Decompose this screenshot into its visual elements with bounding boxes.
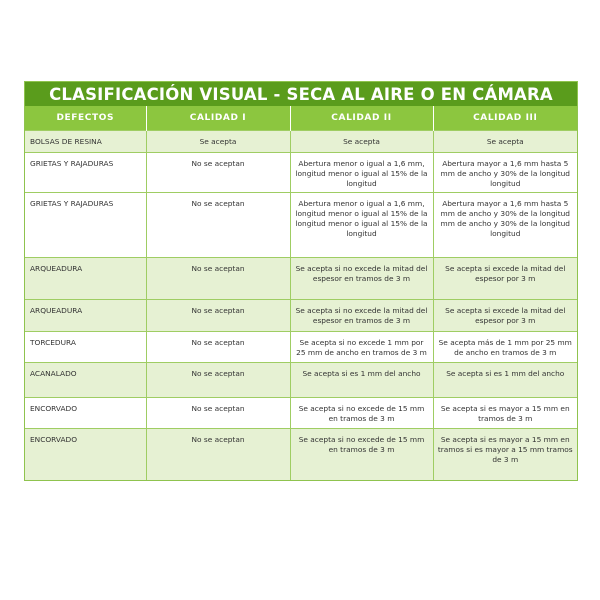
defect-cell: ARQUEADURA (25, 257, 146, 299)
calidad-i-cell: No se aceptan (146, 362, 290, 397)
classification-table-sheet (24, 81, 578, 481)
header-calidad-ii: CALIDAD II (290, 106, 433, 131)
calidad-i-cell: Se acepta (146, 131, 290, 153)
header-defectos: DEFECTOS (25, 106, 146, 131)
calidad-iii-cell: Se acepta si es mayor a 15 mm en tramos si es mayor a 15 mm tramos de 3 m (433, 428, 577, 480)
table-row (25, 192, 577, 257)
defect-cell: GRIETAS Y RAJADURAS (25, 192, 146, 257)
calidad-i-cell: No se aceptan (146, 257, 290, 299)
calidad-iii-cell: Se acepta más de 1 mm por 25 mm de ancho en tramos de 3 m (433, 331, 577, 362)
calidad-i-cell: No se aceptan (146, 153, 290, 193)
defect-cell: ENCORVADO (25, 397, 146, 428)
calidad-i-cell: No se aceptan (146, 331, 290, 362)
calidad-ii-cell: Se acepta si no excede la mitad del espesor en tramos de 3 m (290, 257, 433, 299)
classification-table (25, 106, 577, 480)
calidad-iii-cell: Se acepta si excede la mitad del espesor por 3 m (433, 257, 577, 299)
table-row (25, 331, 577, 362)
calidad-iii-cell: Se acepta si excede la mitad del espesor por 3 m (433, 299, 577, 331)
calidad-ii-cell: Se acepta si no excede 1 mm por 25 mm de ancho en tramos de 3 m (290, 331, 433, 362)
calidad-i-cell: No se aceptan (146, 428, 290, 480)
calidad-ii-cell: Se acepta si no excede de 15 mm en tramos de 3 m (290, 397, 433, 428)
calidad-iii-cell: Abertura mayor a 1,6 mm hasta 5 mm de ancho y 30% de la longitud longitud (433, 153, 577, 193)
calidad-i-cell: No se aceptan (146, 299, 290, 331)
table-title: CLASIFICACIÓN VISUAL - SECA AL AIRE O EN CÁMARA (25, 82, 577, 106)
calidad-ii-cell: Abertura menor o igual a 1,6 mm, longitud menor o igual al 15% de la longitud (290, 153, 433, 193)
calidad-i-cell: No se aceptan (146, 192, 290, 257)
table-row (25, 428, 577, 480)
header-calidad-i: CALIDAD I (146, 106, 290, 131)
table-row (25, 257, 577, 299)
calidad-iii-cell: Se acepta si es 1 mm del ancho (433, 362, 577, 397)
calidad-ii-cell: Se acepta si no excede la mitad del espesor en tramos de 3 m (290, 299, 433, 331)
calidad-ii-cell: Abertura menor o igual a 1,6 mm, longitud menor o igual al 15% de la longitud menor o igual al 15% de la longitud (290, 192, 433, 257)
defect-cell: ARQUEADURA (25, 299, 146, 331)
table-row (25, 362, 577, 397)
calidad-i-cell: No se aceptan (146, 397, 290, 428)
calidad-iii-cell: Se acepta (433, 131, 577, 153)
defect-cell: BOLSAS DE RESINA (25, 131, 146, 153)
table-row (25, 131, 577, 153)
calidad-ii-cell: Se acepta (290, 131, 433, 153)
defect-cell: ACANALADO (25, 362, 146, 397)
defect-cell: GRIETAS Y RAJADURAS (25, 153, 146, 193)
defect-cell: TORCEDURA (25, 331, 146, 362)
header-calidad-iii: CALIDAD III (433, 106, 577, 131)
table-row (25, 397, 577, 428)
table-row (25, 299, 577, 331)
calidad-iii-cell: Se acepta si es mayor a 15 mm en tramos de 3 m (433, 397, 577, 428)
defect-cell: ENCORVADO (25, 428, 146, 480)
table-row (25, 153, 577, 193)
calidad-iii-cell: Abertura mayor a 1,6 mm hasta 5 mm de ancho y 30% de la longitud mm de ancho y 30% de la longitud longitud (433, 192, 577, 257)
calidad-ii-cell: Se acepta si no excede de 15 mm en tramos de 3 m (290, 428, 433, 480)
calidad-ii-cell: Se acepta si es 1 mm del ancho (290, 362, 433, 397)
header-row (25, 106, 577, 131)
